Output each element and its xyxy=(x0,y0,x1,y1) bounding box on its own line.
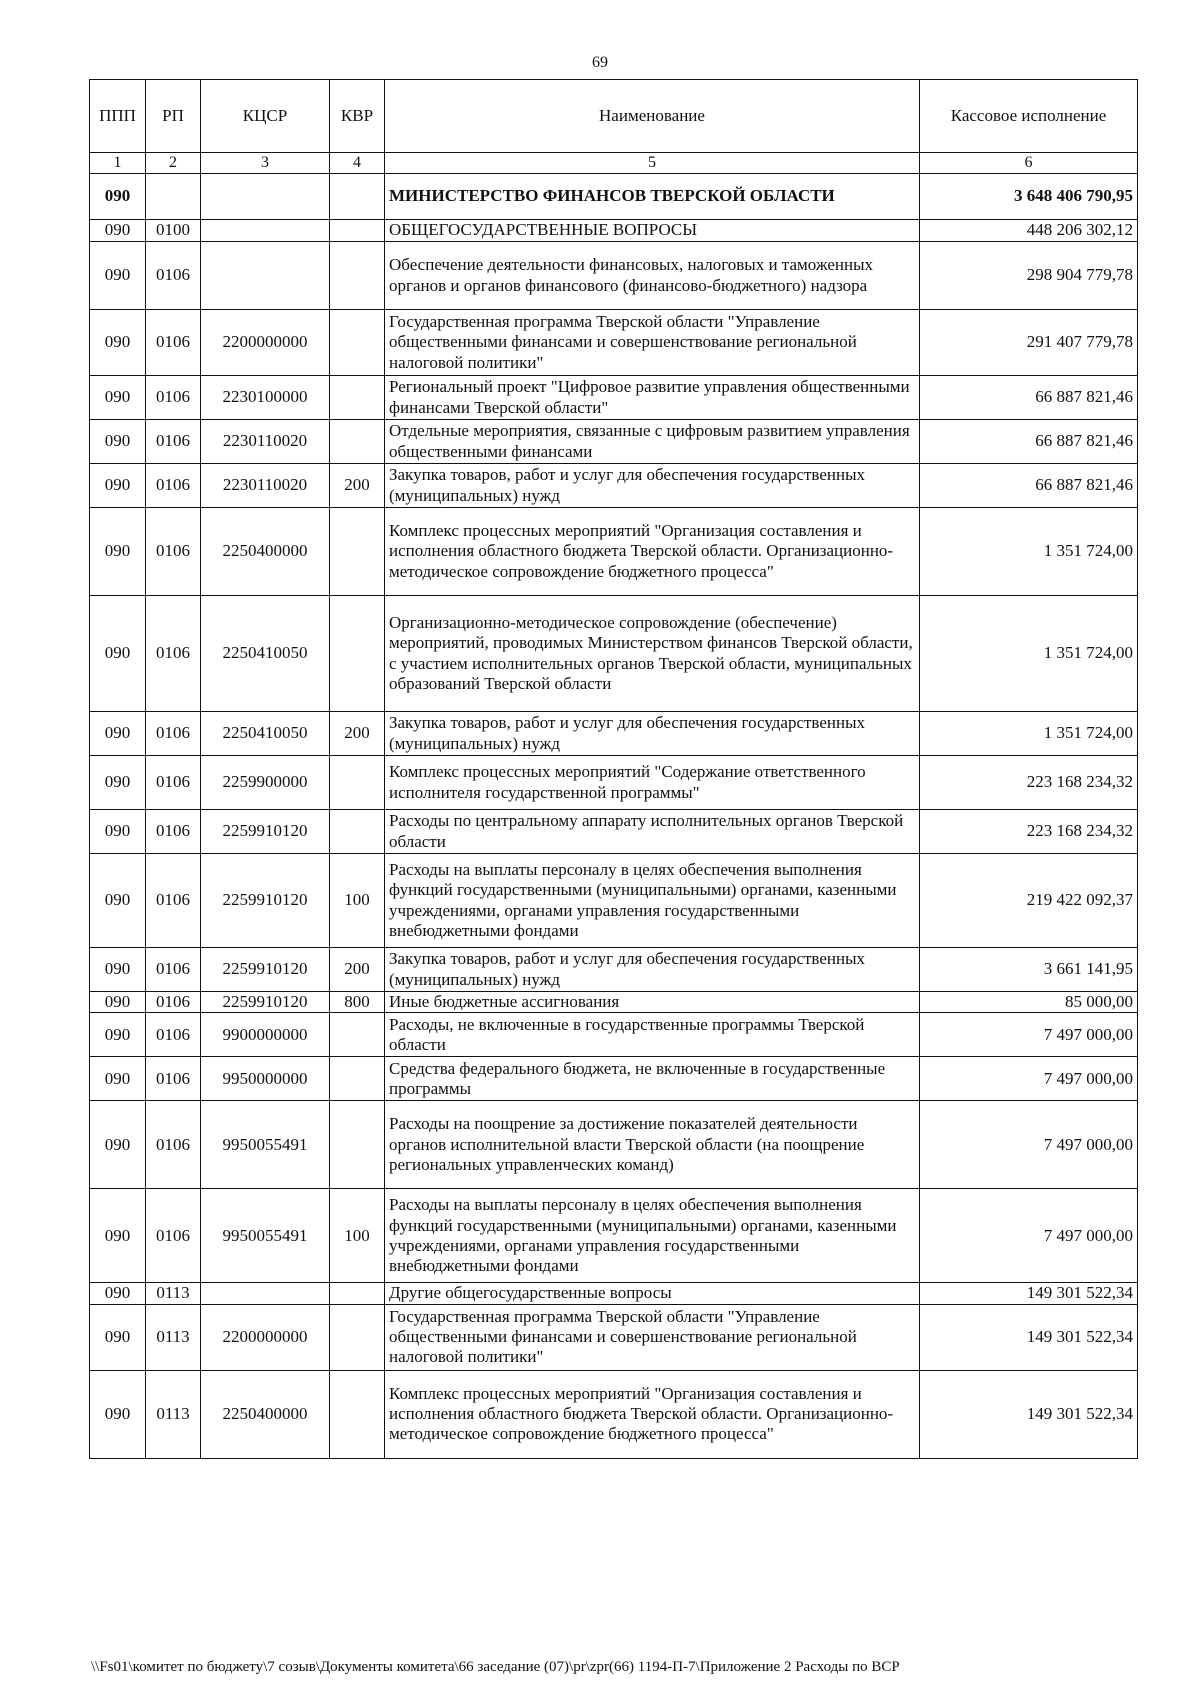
column-number-row xyxy=(90,153,1138,174)
cell-kcsr: 2200000000 xyxy=(201,310,330,376)
cell-amount: 1 351 724,00 xyxy=(920,508,1138,596)
table-row xyxy=(90,464,1138,508)
cell-kvr: 100 xyxy=(330,1189,385,1283)
cell-rp: 0106 xyxy=(146,854,201,948)
cell-name: Комплекс процессных мероприятий "Содержание ответственного исполнителя государственной программы" xyxy=(385,756,920,810)
column-number: 1 xyxy=(90,153,146,174)
column-number: 4 xyxy=(330,153,385,174)
cell-ppp: 090 xyxy=(90,756,146,810)
header-ppp: ППП xyxy=(90,80,146,153)
cell-name: Комплекс процессных мероприятий "Организация составления и исполнения областного бюджета Тверской области. Организационно-методическое сопровождение бюджетного процесса" xyxy=(385,508,920,596)
cell-kcsr: 2259910120 xyxy=(201,854,330,948)
column-number: 3 xyxy=(201,153,330,174)
cell-kvr xyxy=(330,596,385,712)
cell-rp: 0106 xyxy=(146,242,201,310)
cell-rp: 0113 xyxy=(146,1304,201,1370)
cell-amount: 3 661 141,95 xyxy=(920,948,1138,992)
table-row xyxy=(90,810,1138,854)
cell-kcsr xyxy=(201,1283,330,1304)
cell-amount: 149 301 522,34 xyxy=(920,1283,1138,1304)
cell-amount: 448 206 302,12 xyxy=(920,220,1138,242)
cell-kvr xyxy=(330,1370,385,1458)
cell-kcsr: 9950000000 xyxy=(201,1057,330,1101)
cell-ppp: 090 xyxy=(90,242,146,310)
cell-rp: 0100 xyxy=(146,220,201,242)
table-row xyxy=(90,712,1138,756)
cell-amount: 223 168 234,32 xyxy=(920,756,1138,810)
cell-kvr xyxy=(330,1304,385,1370)
cell-rp: 0106 xyxy=(146,1189,201,1283)
header-kvr: КВР xyxy=(330,80,385,153)
cell-name: Расходы на поощрение за достижение показателей деятельности органов исполнительной власти Тверской области (на поощрение региональных управленческих команд) xyxy=(385,1101,920,1189)
cell-kcsr: 2200000000 xyxy=(201,1304,330,1370)
cell-name: Расходы на выплаты персоналу в целях обеспечения выполнения функций государственными (муниципальными) органами, казенными учреждениями, органами управления государственными внебюджетными фондами xyxy=(385,1189,920,1283)
header-kcsr: КЦСР xyxy=(201,80,330,153)
cell-name: Расходы по центральному аппарату исполнительных органов Тверской области xyxy=(385,810,920,854)
cell-kcsr: 2250410050 xyxy=(201,712,330,756)
cell-name: Государственная программа Тверской области "Управление общественными финансами и совершенствование региональной налоговой политики" xyxy=(385,310,920,376)
cell-kvr: 200 xyxy=(330,464,385,508)
cell-rp: 0106 xyxy=(146,712,201,756)
cell-kcsr: 2230110020 xyxy=(201,420,330,464)
cell-ppp: 090 xyxy=(90,1189,146,1283)
cell-rp: 0106 xyxy=(146,1057,201,1101)
table-row xyxy=(90,420,1138,464)
cell-kvr xyxy=(330,508,385,596)
cell-ppp: 090 xyxy=(90,854,146,948)
cell-kvr xyxy=(330,420,385,464)
cell-rp: 0106 xyxy=(146,596,201,712)
cell-kvr xyxy=(330,1101,385,1189)
table-row xyxy=(90,220,1138,242)
cell-amount: 7 497 000,00 xyxy=(920,1013,1138,1057)
cell-rp: 0106 xyxy=(146,1101,201,1189)
table-row xyxy=(90,992,1138,1013)
cell-name: Организационно-методическое сопровождение (обеспечение) мероприятий, проводимых Министерством финансов Тверской области, с участием исполнительных органов Тверской области, муниципальных образований Тверской области xyxy=(385,596,920,712)
cell-name: Комплекс процессных мероприятий "Организация составления и исполнения областного бюджета Тверской области. Организационно-методическое сопровождение бюджетного процесса" xyxy=(385,1370,920,1458)
cell-kcsr: 2259910120 xyxy=(201,810,330,854)
table-row xyxy=(90,1101,1138,1189)
cell-kvr: 200 xyxy=(330,948,385,992)
cell-rp: 0106 xyxy=(146,1013,201,1057)
cell-rp xyxy=(146,174,201,220)
cell-rp: 0106 xyxy=(146,756,201,810)
cell-ppp: 090 xyxy=(90,220,146,242)
cell-kcsr: 2259910120 xyxy=(201,992,330,1013)
cell-ppp: 090 xyxy=(90,174,146,220)
cell-rp: 0106 xyxy=(146,376,201,420)
cell-kcsr xyxy=(201,174,330,220)
header-name: Наименование xyxy=(385,80,920,153)
cell-rp: 0106 xyxy=(146,464,201,508)
cell-name: Расходы, не включенные в государственные программы Тверской области xyxy=(385,1013,920,1057)
cell-ppp: 090 xyxy=(90,810,146,854)
cell-kcsr: 2250400000 xyxy=(201,1370,330,1458)
table-row xyxy=(90,1283,1138,1304)
cell-ppp: 090 xyxy=(90,712,146,756)
cell-amount: 219 422 092,37 xyxy=(920,854,1138,948)
cell-amount: 1 351 724,00 xyxy=(920,596,1138,712)
cell-kvr xyxy=(330,310,385,376)
cell-rp: 0106 xyxy=(146,810,201,854)
column-number: 5 xyxy=(385,153,920,174)
cell-name: Региональный проект "Цифровое развитие управления общественными финансами Тверской области" xyxy=(385,376,920,420)
cell-kcsr xyxy=(201,242,330,310)
header-amount: Кассовое исполнение xyxy=(920,80,1138,153)
cell-kcsr: 9950055491 xyxy=(201,1101,330,1189)
table-row xyxy=(90,1057,1138,1101)
table-row xyxy=(90,948,1138,992)
cell-rp: 0106 xyxy=(146,420,201,464)
table-body xyxy=(90,174,1138,1459)
column-number: 2 xyxy=(146,153,201,174)
cell-kvr: 800 xyxy=(330,992,385,1013)
cell-ppp: 090 xyxy=(90,596,146,712)
cell-name: Другие общегосударственные вопросы xyxy=(385,1283,920,1304)
cell-kvr xyxy=(330,174,385,220)
cell-ppp: 090 xyxy=(90,464,146,508)
cell-name: Обеспечение деятельности финансовых, налоговых и таможенных органов и органов финансового (финансово-бюджетного) надзора xyxy=(385,242,920,310)
cell-ppp: 090 xyxy=(90,310,146,376)
table-row xyxy=(90,1304,1138,1370)
cell-ppp: 090 xyxy=(90,1370,146,1458)
cell-amount: 223 168 234,32 xyxy=(920,810,1138,854)
cell-amount: 66 887 821,46 xyxy=(920,420,1138,464)
cell-amount: 298 904 779,78 xyxy=(920,242,1138,310)
cell-rp: 0113 xyxy=(146,1370,201,1458)
cell-amount: 149 301 522,34 xyxy=(920,1370,1138,1458)
cell-kcsr: 2250410050 xyxy=(201,596,330,712)
cell-ppp: 090 xyxy=(90,1304,146,1370)
cell-rp: 0106 xyxy=(146,310,201,376)
cell-amount: 1 351 724,00 xyxy=(920,712,1138,756)
table-row xyxy=(90,310,1138,376)
cell-ppp: 090 xyxy=(90,1057,146,1101)
cell-amount: 7 497 000,00 xyxy=(920,1101,1138,1189)
cell-amount: 291 407 779,78 xyxy=(920,310,1138,376)
cell-kvr xyxy=(330,1013,385,1057)
table-row xyxy=(90,1013,1138,1057)
cell-kcsr xyxy=(201,220,330,242)
cell-name: Иные бюджетные ассигнования xyxy=(385,992,920,1013)
cell-ppp: 090 xyxy=(90,1283,146,1304)
header-rp: РП xyxy=(146,80,201,153)
table-row xyxy=(90,508,1138,596)
table-row xyxy=(90,596,1138,712)
cell-kvr xyxy=(330,1283,385,1304)
cell-amount: 7 497 000,00 xyxy=(920,1057,1138,1101)
cell-ppp: 090 xyxy=(90,948,146,992)
cell-rp: 0106 xyxy=(146,508,201,596)
cell-amount: 149 301 522,34 xyxy=(920,1304,1138,1370)
cell-kcsr: 2259910120 xyxy=(201,948,330,992)
cell-name: Средства федерального бюджета, не включенные в государственные программы xyxy=(385,1057,920,1101)
cell-kcsr: 9900000000 xyxy=(201,1013,330,1057)
cell-kvr: 200 xyxy=(330,712,385,756)
cell-name: МИНИСТЕРСТВО ФИНАНСОВ ТВЕРСКОЙ ОБЛАСТИ xyxy=(385,174,920,220)
cell-ppp: 090 xyxy=(90,992,146,1013)
header-row xyxy=(90,80,1138,153)
cell-kvr xyxy=(330,220,385,242)
cell-kcsr: 2259900000 xyxy=(201,756,330,810)
table-row xyxy=(90,242,1138,310)
footer-file-path: \\Fs01\комитет по бюджету\7 созыв\Документы комитета\66 заседание (07)\pr\zpr(66) 1194-П-7\Приложение 2 Расходы по ВСР xyxy=(91,1659,900,1675)
cell-name: Закупка товаров, работ и услуг для обеспечения государственных (муниципальных) нужд xyxy=(385,712,920,756)
cell-name: Государственная программа Тверской области "Управление общественными финансами и совершенствование региональной налоговой политики" xyxy=(385,1304,920,1370)
cell-name: Закупка товаров, работ и услуг для обеспечения государственных (муниципальных) нужд xyxy=(385,948,920,992)
cell-amount: 85 000,00 xyxy=(920,992,1138,1013)
cell-amount: 7 497 000,00 xyxy=(920,1189,1138,1283)
cell-ppp: 090 xyxy=(90,376,146,420)
cell-rp: 0113 xyxy=(146,1283,201,1304)
cell-kcsr: 2230100000 xyxy=(201,376,330,420)
table-row xyxy=(90,1370,1138,1458)
cell-ppp: 090 xyxy=(90,1101,146,1189)
cell-amount: 66 887 821,46 xyxy=(920,376,1138,420)
budget-table xyxy=(89,79,1138,1459)
cell-kvr xyxy=(330,756,385,810)
table-row xyxy=(90,1189,1138,1283)
cell-kvr xyxy=(330,1057,385,1101)
table-row xyxy=(90,174,1138,220)
cell-name: Отдельные мероприятия, связанные с цифровым развитием управления общественными финансами xyxy=(385,420,920,464)
table-row xyxy=(90,756,1138,810)
cell-kcsr: 9950055491 xyxy=(201,1189,330,1283)
table-row xyxy=(90,376,1138,420)
cell-rp: 0106 xyxy=(146,948,201,992)
cell-ppp: 090 xyxy=(90,508,146,596)
cell-kvr: 100 xyxy=(330,854,385,948)
cell-rp: 0106 xyxy=(146,992,201,1013)
cell-name: ОБЩЕГОСУДАРСТВЕННЫЕ ВОПРОСЫ xyxy=(385,220,920,242)
page-number: 69 xyxy=(592,54,608,71)
cell-ppp: 090 xyxy=(90,1013,146,1057)
cell-amount: 66 887 821,46 xyxy=(920,464,1138,508)
cell-kcsr: 2250400000 xyxy=(201,508,330,596)
cell-amount: 3 648 406 790,95 xyxy=(920,174,1138,220)
cell-kvr xyxy=(330,376,385,420)
cell-kvr xyxy=(330,242,385,310)
cell-name: Закупка товаров, работ и услуг для обеспечения государственных (муниципальных) нужд xyxy=(385,464,920,508)
cell-ppp: 090 xyxy=(90,420,146,464)
cell-kcsr: 2230110020 xyxy=(201,464,330,508)
cell-kvr xyxy=(330,810,385,854)
cell-name: Расходы на выплаты персоналу в целях обеспечения выполнения функций государственными (муниципальными) органами, казенными учреждениями, органами управления государственными внебюджетными фондами xyxy=(385,854,920,948)
table-row xyxy=(90,854,1138,948)
column-number: 6 xyxy=(920,153,1138,174)
